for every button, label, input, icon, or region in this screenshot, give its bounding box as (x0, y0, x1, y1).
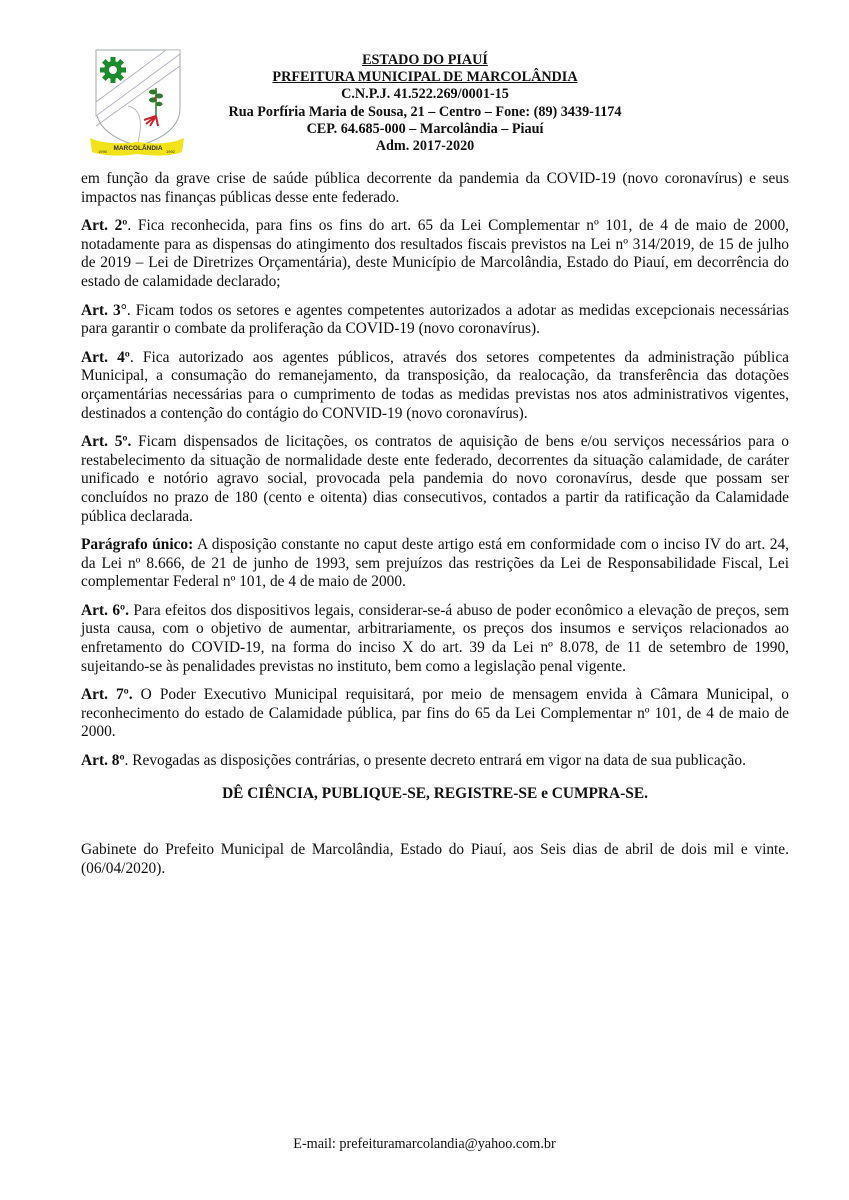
ribbon-left-year: 1990 (98, 149, 107, 154)
municipality-name: PRFEITURA MUNICIPAL DE MARCOLÂNDIA (272, 69, 578, 86)
article-3 (81, 302, 789, 339)
letterhead (200, 52, 650, 155)
article-label: Art. 3° (81, 301, 127, 319)
state-name: ESTADO DO PIAUÍ (362, 52, 488, 68)
article-text: . Fica reconhecida, para fins os fins do art. 65 da Lei Complementar nº 101, de 4 de maio de 2000, notadamente para as dispensas do atingimento dos resultados fiscais previstos na Lei nº 314/2019, de 15 de julho de 2019 – Lei de Diretrizes Orçamentária), deste Município de Marcolândia, Estado do Piauí, em decorrência do estado de calamidade declarado; (81, 217, 790, 290)
article-5 (81, 433, 789, 526)
article-label: Parágrafo único: (81, 536, 194, 554)
cnpj: C.N.P.J. 41.522.269/0001-15 (341, 86, 509, 103)
closing-statement: Gabinete do Prefeito Municipal de Marcolândia, Estado do Piauí, aos Seis dias de abril de dois mil e vinte. (06/04/2020). (81, 841, 789, 877)
article-6 (81, 602, 789, 676)
address: Rua Porfíria Maria de Sousa, 21 – Centro – Fone: (89) 3439-1174 (228, 103, 622, 120)
article-text: . Ficam todos os setores e agentes competentes autorizados a adotar as medidas excepcionais necessárias para garantir o combate da proliferação da COVID-19 (novo coronavírus). (81, 301, 789, 338)
gear-icon (100, 57, 126, 83)
article-label: Art. 5º. (81, 433, 132, 451)
proclamation: DÊ CIÊNCIA, PUBLIQUE-SE, REGISTRE-SE e CUMPRA-SE. (222, 784, 648, 802)
cep: CEP. 64.685-000 – Marcolândia – Piauí (306, 120, 544, 137)
article-label: Art. 2º (81, 217, 128, 235)
article-text: . Revogadas as disposições contrárias, o presente decreto entrará em vigor na data de sua publicação. (124, 752, 746, 770)
article-label: Art. 8º (81, 752, 125, 770)
article-label: Art. 7º. (81, 686, 133, 704)
decree-body (81, 170, 789, 888)
article-label: Art. 4º (81, 348, 130, 366)
article-8 (81, 752, 789, 771)
article-text: Para efeitos dos dispositivos legais, considerar-se-á abuso de poder econômico a elevação de preços, sem justa causa, com o objetivo de aumentar, arbitrariamente, os preços dos insumos e serviços relacionados ao enfretamento do COVID-19, na forma do inciso X do art. 39 da Lei nº 8.078, de 11 de setembro de 1990, sujeitando-se às penalidades previstas no instituto, bem como a legislação penal vigente. (81, 601, 790, 675)
intro-paragraph: em função da grave crise de saúde pública decorrente da pandemia da COVID-19 (novo coronavírus) e seus impactos nas finanças públicas desse ente federado. (81, 170, 789, 206)
article-text: A disposição constante no caput deste artigo está em conformidade com o inciso IV do art. 24, da Lei nº 8.666, de 21 de junho de 1993, sem prejuízos das restrições da Lei de Responsabilidade Fiscal, Lei complementar Federal nº 101, de 4 de maio de 2000. (81, 536, 789, 591)
article-text: O Poder Executivo Municipal requisitará, por meio de mensagem envida à Câmara Municipal, o reconhecimento do estado de Calamidade pública, par fins do 65 da Lei Complementar nº 101, de 4 de maio de 2000. (81, 686, 790, 741)
article-7 (81, 686, 789, 742)
ribbon-right-year: 1992 (166, 149, 175, 154)
article-text: Ficam dispensados de licitações, os contratos de aquisição de bens e/ou serviços necessários para o restabelecimento da situação de normalidade deste ente federado, decorrentes da situação calamidade, de caráter unificado e notório agravo social, provocada pela pandemia do novo coronavírus, desde que possam ser concluídos no prazo de 180 (cento e oitenta) dias consecutivos, contados a partir da ratificação da Calamidade pública declarada. (81, 433, 790, 525)
administration-period: Adm. 2017-2020 (375, 138, 475, 155)
article-text: . Fica autorizado aos agentes públicos, através dos setores competentes da administração pública Municipal, a consumação do remanejamento, da transposição, da realocação, da transferência das dotações orçamentárias necessárias para o cumprimento de todas as medidas previstas nos atos administrativos vigentes, destinados a contenção do contágio do CONVID-19 (novo coronavírus). (81, 348, 789, 422)
sole-paragraph (81, 536, 789, 592)
article-label: Art. 6º. (81, 601, 129, 619)
article-4 (81, 349, 789, 423)
municipal-coat-of-arms-logo (88, 46, 186, 158)
article-2 (81, 217, 789, 291)
footer-email: E-mail: prefeituramarcolandia@yahoo.com.br (293, 1136, 556, 1152)
ribbon-text: MARCOLÂNDIA (113, 145, 163, 152)
